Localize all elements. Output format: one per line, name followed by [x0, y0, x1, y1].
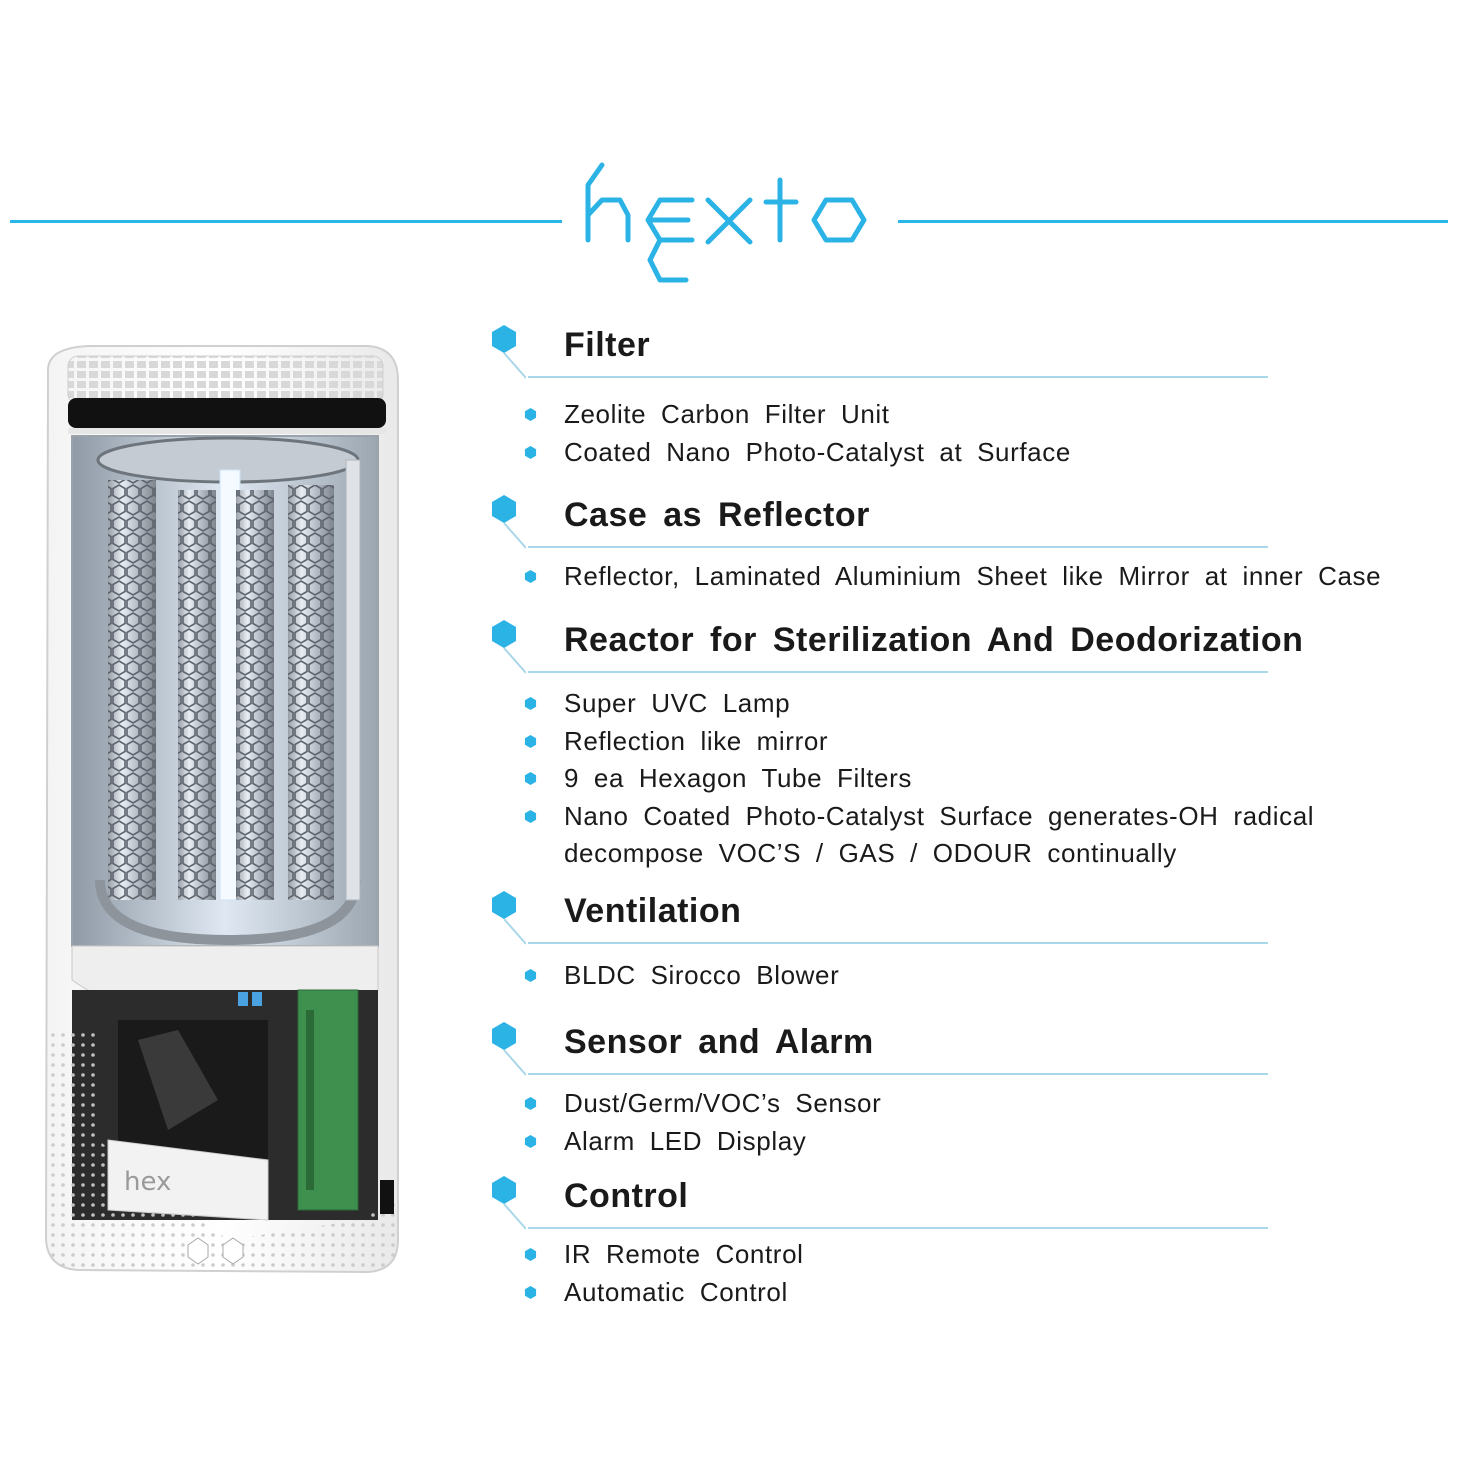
section-rule: [528, 671, 1268, 673]
hexagon-bullet-icon: [524, 772, 537, 785]
hexagon-bullet-icon: [524, 570, 537, 583]
hexagon-bullet-icon: [524, 1135, 537, 1148]
section-rule: [528, 1073, 1268, 1075]
hexagon-bullet-icon: [524, 735, 537, 748]
item-text: Reflector, Laminated Aluminium Sheet like Mirror at inner Case: [564, 561, 1382, 591]
hexagon-icon: [486, 322, 526, 382]
hexagon-bullet-icon: [524, 1097, 537, 1110]
list-item: [516, 1274, 804, 1312]
item-text: Dust/Germ/VOC’s Sensor: [564, 1088, 882, 1118]
section-title: Control: [564, 1177, 689, 1215]
section-rule: [528, 376, 1268, 378]
item-text: Automatic Control: [564, 1276, 788, 1307]
item-text: BLDC Sirocco Blower: [564, 960, 840, 990]
section-rule: [528, 1227, 1268, 1229]
item-list: [516, 1236, 804, 1311]
item-list: [516, 558, 1381, 596]
list-item: [516, 760, 1314, 798]
list-item-continuation: [516, 835, 1314, 873]
item-text: 9 ea Hexagon Tube Filters: [564, 763, 912, 793]
item-text: IR Remote Control: [564, 1239, 804, 1269]
item-list: [516, 1085, 881, 1160]
hexagon-bullet-icon: [524, 446, 537, 459]
hexagon-icon: [486, 492, 526, 552]
item-text: Zeolite Carbon Filter Unit: [564, 399, 890, 429]
hexagon-bullet-icon: [524, 810, 537, 823]
item-text: Super UVC Lamp: [564, 688, 791, 718]
list-item: [516, 1236, 804, 1274]
list-item: [516, 396, 1071, 434]
list-item: [516, 434, 1071, 472]
list-item: [516, 957, 839, 995]
list-item: [516, 1123, 881, 1161]
svg-text:hex: hex: [124, 1167, 172, 1197]
section-title: Reactor for Sterilization And Deodorization: [564, 621, 1304, 659]
hexho-logo: [580, 160, 880, 290]
item-text: Nano Coated Photo-Catalyst Surface generates-OH radical: [564, 800, 1315, 831]
section-title: Case as Reflector: [564, 496, 870, 534]
section-title: Sensor and Alarm: [564, 1023, 874, 1061]
item-list: [516, 685, 1314, 873]
list-item: [516, 685, 1314, 723]
list-item: [516, 798, 1314, 836]
hexagon-icon: [486, 617, 526, 677]
item-list: [516, 957, 839, 995]
list-item: [516, 558, 1381, 596]
hexagon-icon: [486, 888, 526, 948]
air-purifier-cutaway-illustration: [28, 340, 408, 1290]
list-item: [516, 723, 1314, 761]
item-text: decompose VOC’S / GAS / ODOUR continually: [564, 838, 1177, 868]
hexagon-icon: [486, 1019, 526, 1079]
section-rule: [528, 546, 1268, 548]
header-rule-left: [10, 220, 562, 223]
hexagon-bullet-icon: [524, 969, 537, 982]
item-text: Reflection like mirror: [564, 725, 829, 756]
list-item: [516, 1085, 881, 1123]
hexagon-icon: [486, 1173, 526, 1233]
item-text: Alarm LED Display: [564, 1125, 807, 1156]
section-title: Filter: [564, 326, 651, 364]
item-text: Coated Nano Photo-Catalyst at Surface: [564, 436, 1071, 467]
section-rule: [528, 942, 1268, 944]
item-list: [516, 396, 1071, 471]
header-rule-right: [898, 220, 1448, 223]
hexagon-bullet-icon: [524, 1248, 537, 1261]
section-title: Ventilation: [564, 892, 742, 930]
hexagon-bullet-icon: [524, 697, 537, 710]
hexagon-bullet-icon: [524, 1286, 537, 1299]
hexagon-bullet-icon: [524, 408, 537, 421]
